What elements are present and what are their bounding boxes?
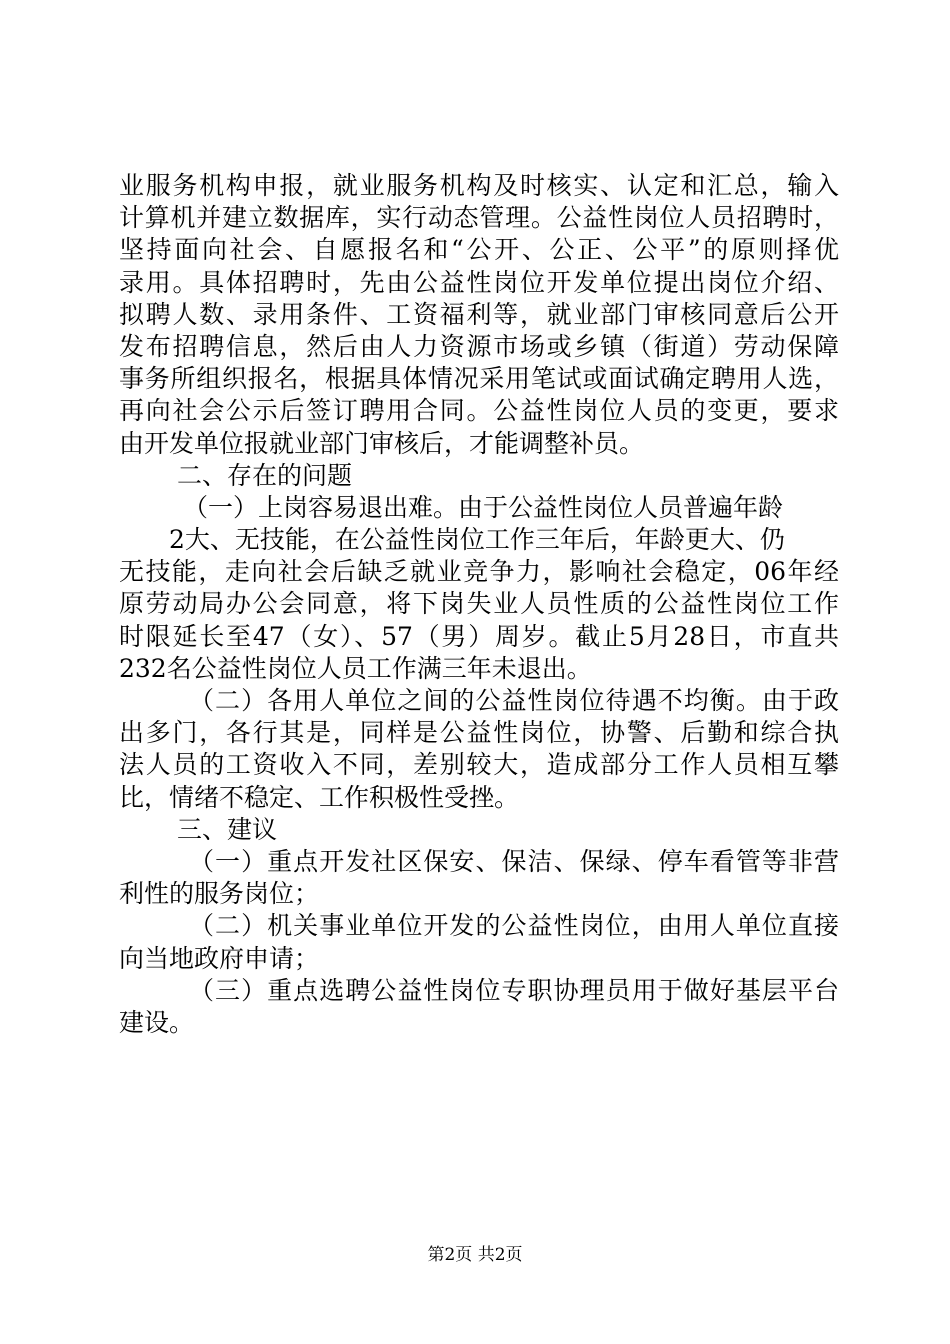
text-line: 2大、无技能，在公益性岗位工作三年后，年龄更大、仍	[169, 525, 785, 555]
document-body	[119, 170, 839, 1039]
text-line: 出多门，各行其是，同样是公益性岗位，协警、后勤和综合执	[119, 718, 839, 748]
section-heading: 二、存在的问题	[177, 460, 353, 490]
text-line: 计算机并建立数据库，实行动态管理。公益性岗位人员招聘时，	[119, 203, 839, 233]
text-line: 原劳动局办公会同意，将下岗失业人员性质的公益性岗位工作	[119, 589, 839, 619]
text-line: 建设。	[119, 1007, 195, 1037]
text-line: 事务所组织报名，根据具体情况采用笔试或面试确定聘用人选，	[119, 364, 839, 394]
text-line: 利性的服务岗位；	[119, 879, 320, 909]
text-line: 坚持面向社会、自愿报名和“公开、公正、公平”的原则择优	[119, 235, 839, 265]
text-line: 拟聘人数、录用条件、工资福利等，就业部门审核同意后公开	[119, 299, 839, 329]
text-line: 业服务机构申报，就业服务机构及时核实、认定和汇总，输入	[119, 171, 839, 200]
text-line: 法人员的工资收入不同，差别较大，造成部分工作人员相互攀	[119, 750, 839, 780]
text-line: 向当地政府申请；	[119, 943, 320, 973]
list-item: （一）重点开发社区保安、保洁、保绿、停车看管等非营	[189, 846, 839, 876]
subsection-heading: （二）各用人单位之间的公益性岗位待遇不均衡。由于政	[189, 686, 839, 715]
page-number: 第2页 共2页	[427, 1245, 523, 1265]
list-item: （二）机关事业单位开发的公益性岗位，由用人单位直接	[189, 911, 839, 941]
text-line: 无技能，走向社会后缺乏就业竞争力，影响社会稳定，06年经	[119, 557, 839, 587]
subsection-heading: （一）上岗容易退出难。由于公益性岗位人员普遍年龄	[183, 492, 784, 522]
text-line: 录用。具体招聘时，先由公益性岗位开发单位提出岗位介绍、	[119, 267, 839, 297]
page-footer	[0, 1244, 950, 1266]
text-line: 再向社会公示后签订聘用合同。公益性岗位人员的变更，要求	[119, 396, 839, 426]
list-item: （三）重点选聘公益性岗位专职协理员用于做好基层平台	[189, 975, 839, 1005]
text-line: 232名公益性岗位人员工作满三年未退出。	[119, 653, 592, 683]
text-line: 时限延长至47（女）、57（男）周岁。截止5月28日，市直共	[119, 621, 839, 651]
text-line: 比，情绪不稳定、工作积极性受挫。	[119, 782, 520, 812]
text-line: 发布招聘信息，然后由人力资源市场或乡镇（街道）劳动保障	[119, 331, 839, 361]
text-line: 由开发单位报就业部门审核后，才能调整补员。	[119, 428, 645, 458]
section-heading: 三、建议	[177, 814, 278, 844]
